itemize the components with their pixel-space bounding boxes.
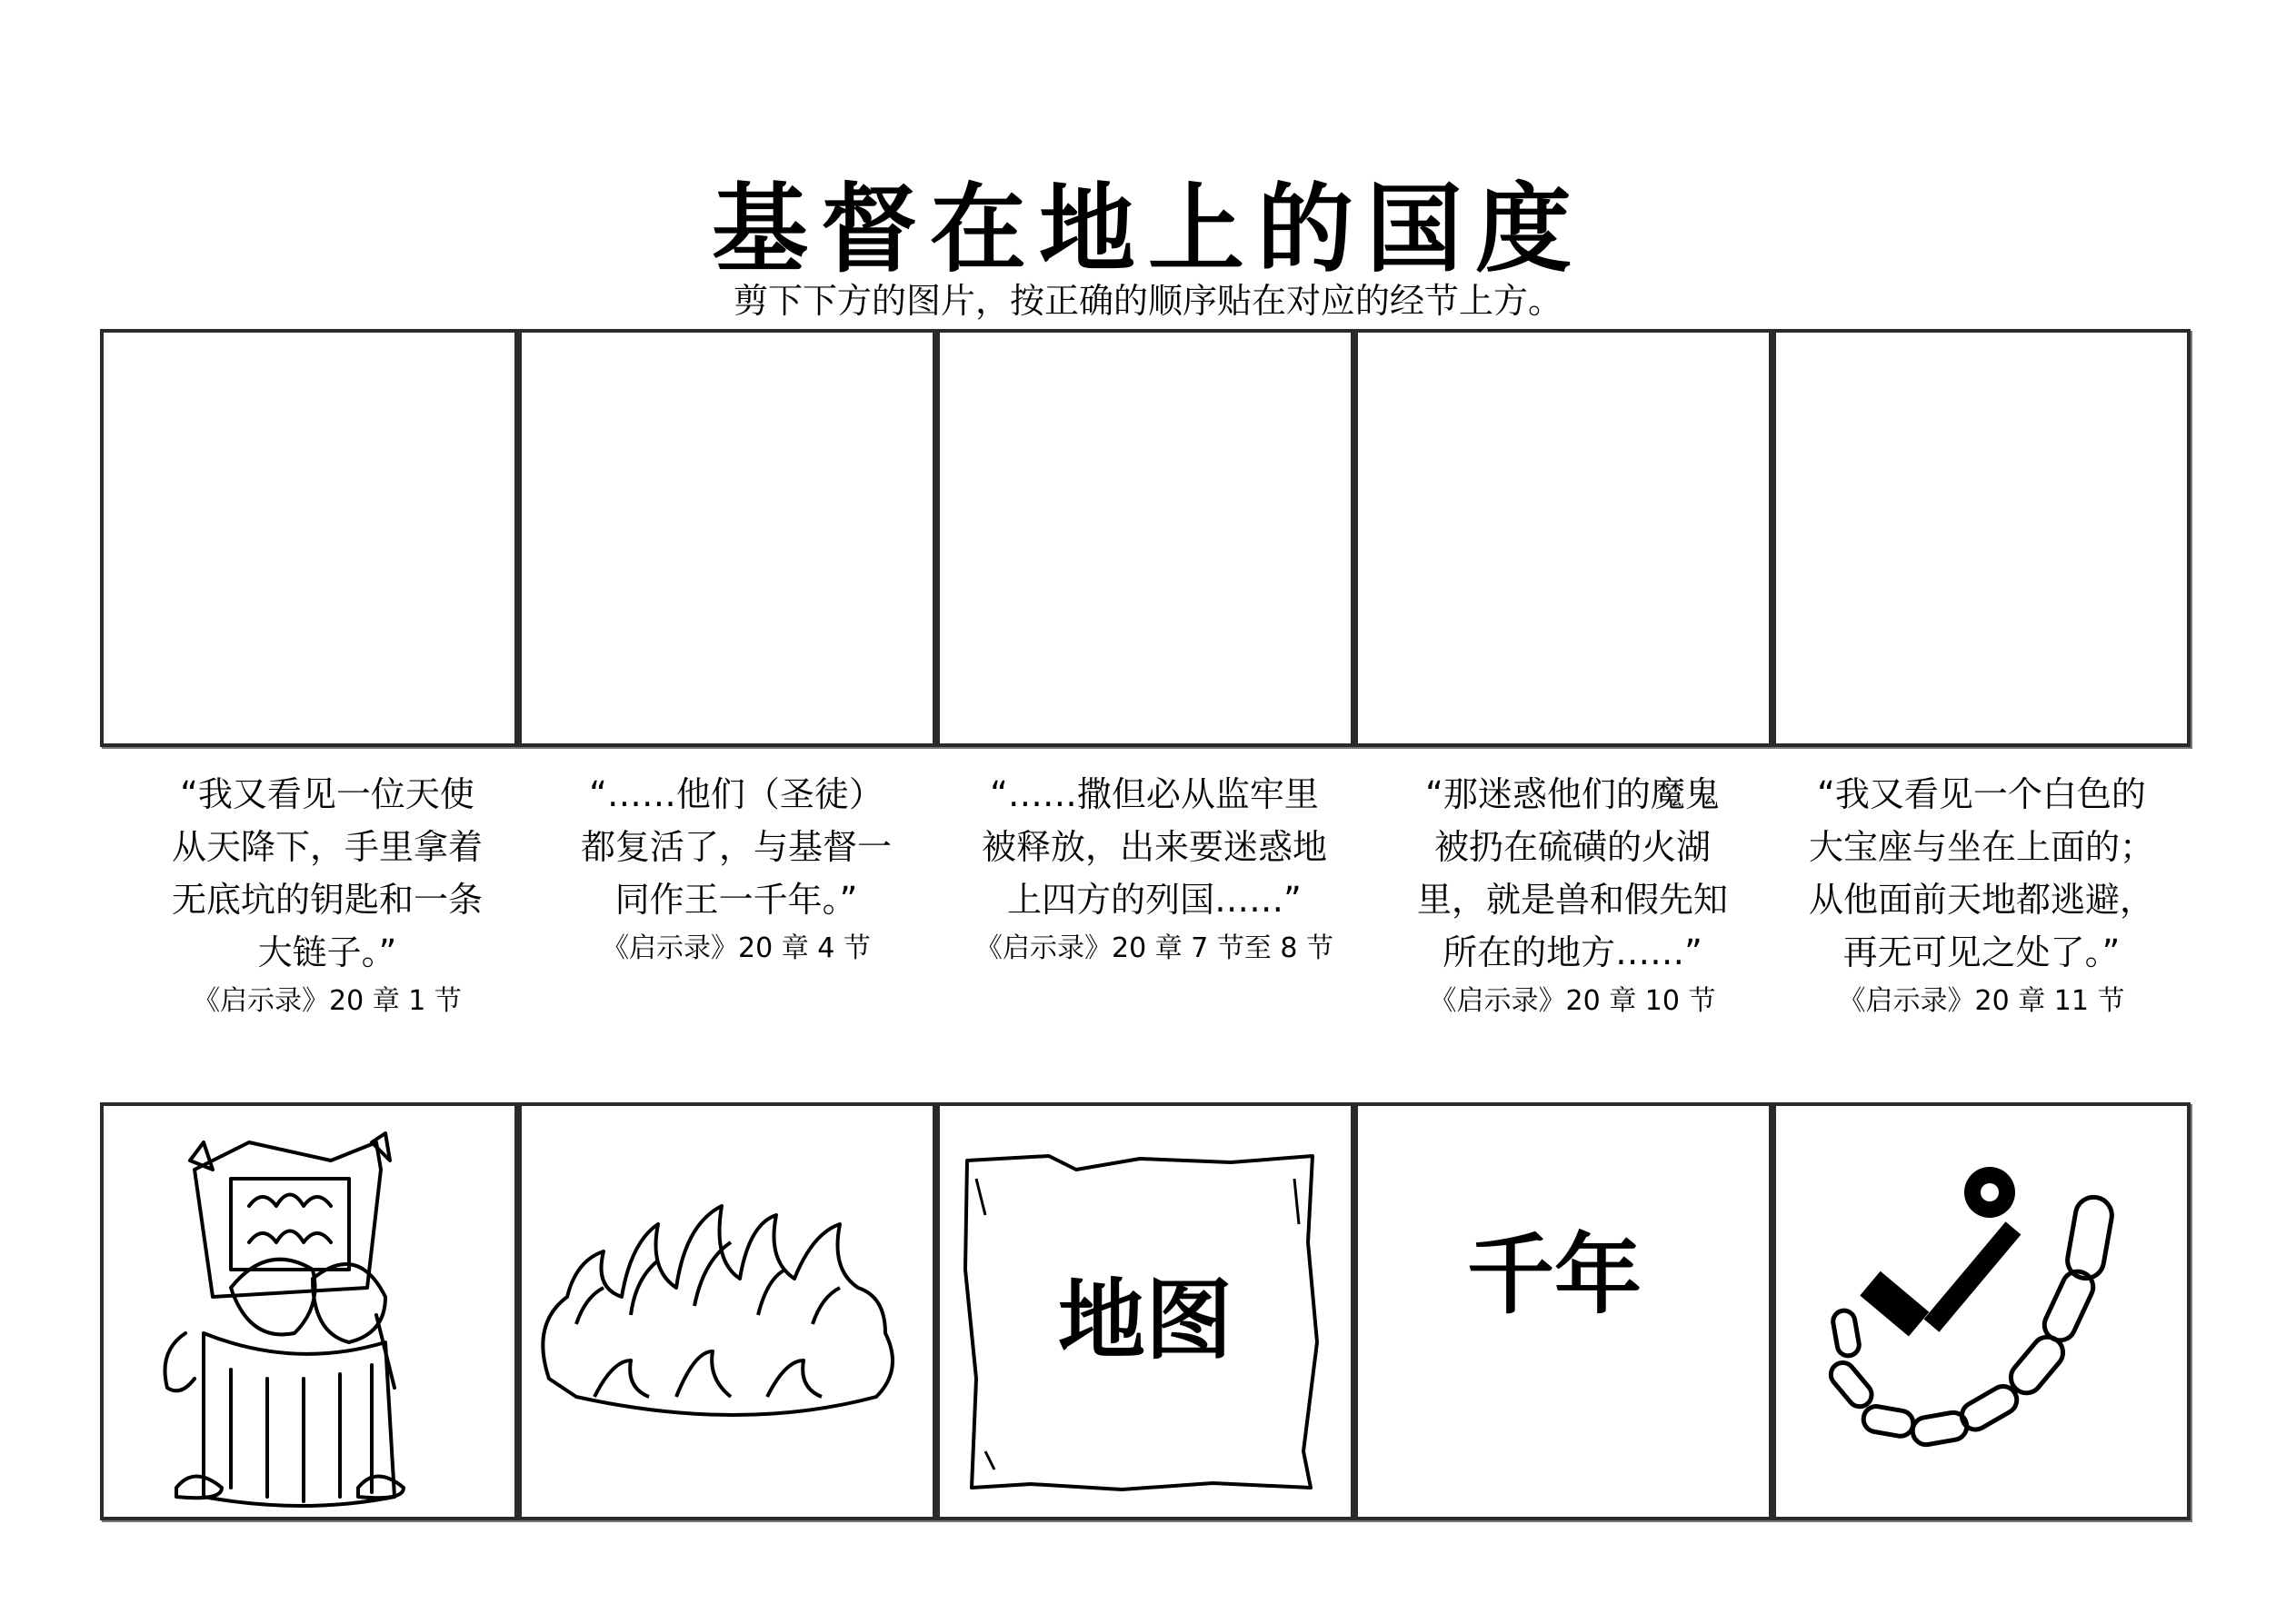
cutout-lake-of-fire[interactable] bbox=[518, 1102, 936, 1520]
cutout-throne[interactable] bbox=[100, 1102, 518, 1520]
verse-line: 上四方的列国……” bbox=[1007, 880, 1302, 920]
verse-line: 大宝座与坐在上面的； bbox=[1808, 827, 2154, 867]
instruction-text: 剪下下方的图片，按正确的顺序贴在对应的经节上方。 bbox=[733, 281, 1562, 321]
cutout-map[interactable] bbox=[936, 1102, 1354, 1520]
verse-1 bbox=[136, 768, 518, 1024]
map-label: 地图 bbox=[1058, 1269, 1233, 1371]
verse-reference: 《启示录》20 章 4 节 bbox=[602, 932, 871, 964]
verse-reference: 《启示录》20 章 11 节 bbox=[1838, 985, 2125, 1017]
verse-line: 无底坑的钥匙和一条 bbox=[171, 880, 483, 920]
verse-line: 被扔在硫磺的火湖 bbox=[1433, 827, 1711, 867]
verse-line: 所在的地方……” bbox=[1442, 932, 1702, 972]
verse-line: 从他面前天地都逃避， bbox=[1808, 880, 2154, 920]
verse-line: 同作王一千年。” bbox=[614, 880, 858, 920]
verse-line: 都复活了，与基督一 bbox=[580, 827, 892, 867]
cutout-key-and-chain[interactable] bbox=[1772, 1102, 2191, 1520]
paste-box-5 bbox=[1772, 329, 2191, 747]
verse-line: 再无可见之处了。” bbox=[1842, 932, 2121, 972]
verse-line: “我又看见一个白色的 bbox=[1817, 774, 2146, 814]
verse-line: 里，就是兽和假先知 bbox=[1416, 880, 1728, 920]
paste-box-4 bbox=[1354, 329, 1772, 747]
thousand-years-label: 千年 bbox=[1467, 1223, 1642, 1326]
cutout-thousand-years[interactable] bbox=[1354, 1102, 1772, 1520]
verse-line: 从天降下，手里拿着 bbox=[171, 827, 483, 867]
verse-3 bbox=[963, 768, 1345, 971]
page-title: 基督在地上的国度 bbox=[712, 172, 1584, 285]
verse-4 bbox=[1382, 768, 1763, 1024]
verse-line: “……他们（圣徒） bbox=[589, 774, 883, 814]
verse-line: “我又看见一位天使 bbox=[180, 774, 474, 814]
fire-lake-icon bbox=[522, 1106, 933, 1517]
verse-line: “那迷惑他们的魔鬼 bbox=[1425, 774, 1720, 814]
verse-5 bbox=[1791, 768, 2172, 1024]
paste-box-3 bbox=[936, 329, 1354, 747]
verse-line: 大链子。” bbox=[257, 932, 397, 972]
verse-reference: 《启示录》20 章 1 节 bbox=[193, 985, 462, 1017]
key-and-chain-icon bbox=[1776, 1106, 2187, 1517]
throne-icon bbox=[104, 1106, 514, 1517]
paste-box-1 bbox=[100, 329, 518, 747]
verse-reference: 《启示录》20 章 10 节 bbox=[1429, 985, 1716, 1017]
verse-reference: 《启示录》20 章 7 节至 8 节 bbox=[974, 932, 1334, 964]
paste-box-2 bbox=[518, 329, 936, 747]
verse-line: 被释放，出来要迷惑地 bbox=[981, 827, 1327, 867]
verse-2 bbox=[545, 768, 927, 971]
verse-line: “……撒但必从监牢里 bbox=[990, 774, 1319, 814]
